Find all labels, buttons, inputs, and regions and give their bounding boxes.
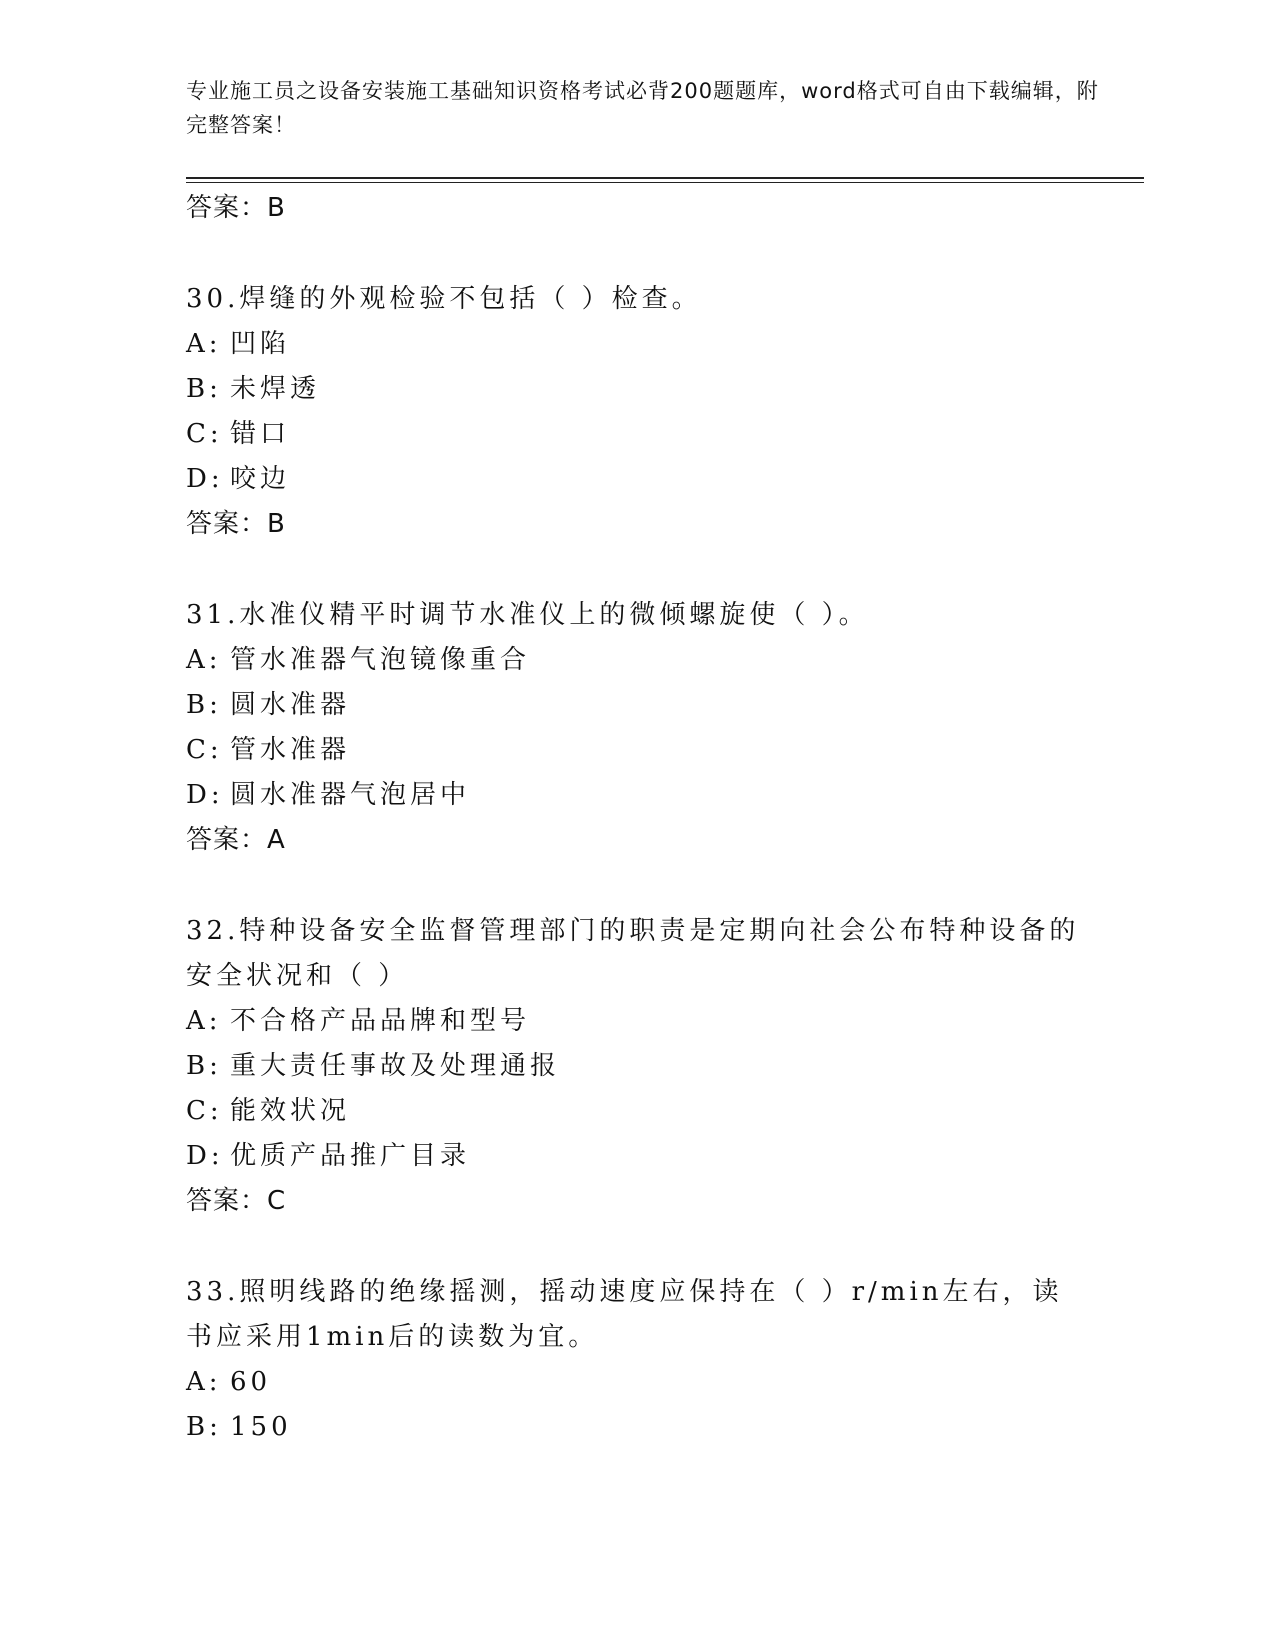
option-text: 凹陷 <box>230 329 291 359</box>
option-text: 优质产品推广目录 <box>230 1141 471 1171</box>
option-text: 错口 <box>230 419 291 449</box>
option-letter: C: <box>186 735 223 765</box>
option-letter: D: <box>186 464 224 494</box>
option-letter: B: <box>186 1412 222 1442</box>
question-31 <box>186 593 1086 863</box>
option-b <box>186 1044 1086 1089</box>
option-letter: D: <box>186 1141 224 1171</box>
option-d <box>186 773 1086 818</box>
option-letter: B: <box>186 374 222 404</box>
option-letter: B: <box>186 690 222 720</box>
option-c <box>186 728 1086 773</box>
option-text: 60 <box>230 1367 272 1397</box>
option-text: 不合格产品品牌和型号 <box>230 1006 531 1036</box>
option-c <box>186 1089 1086 1134</box>
option-text: 圆水准器 <box>230 690 351 720</box>
header-rule <box>186 177 1144 179</box>
option-text: 圆水准器气泡居中 <box>230 780 471 810</box>
option-letter: D: <box>186 780 224 810</box>
question-stem: 30.焊缝的外观检验不包括（ ）检查。 <box>186 284 702 314</box>
option-letter: A: <box>186 329 222 359</box>
option-letter: A: <box>186 1367 222 1397</box>
page-header: 专业施工员之设备安装施工基础知识资格考试必背200题题库，word格式可自由下载编辑，附完整答案！ <box>186 79 1099 137</box>
answer-line: 答案：A <box>186 825 286 855</box>
option-b <box>186 367 1086 412</box>
option-text: 管水准器气泡镜像重合 <box>230 645 531 675</box>
answer-line: 答案：B <box>186 509 286 539</box>
option-letter: C: <box>186 419 223 449</box>
option-a <box>186 322 1086 367</box>
option-text: 管水准器 <box>230 735 351 765</box>
document-body <box>186 186 1086 1450</box>
option-b <box>186 1405 1086 1450</box>
option-text: 能效状况 <box>230 1096 351 1126</box>
question-stem: 33.照明线路的绝缘摇测，摇动速度应保持在（ ）r/min左右，读书应采用1min后的读数为宜。 <box>186 1277 1063 1352</box>
question-32 <box>186 909 1086 1224</box>
header-rule-thin <box>186 182 1144 183</box>
option-b <box>186 683 1086 728</box>
question-stem: 31.水准仪精平时调节水准仪上的微倾螺旋使（ ）。 <box>186 600 869 630</box>
option-d <box>186 1134 1086 1179</box>
option-letter: C: <box>186 1096 223 1126</box>
option-a <box>186 999 1086 1044</box>
option-text: 150 <box>230 1412 292 1442</box>
option-text: 重大责任事故及处理通报 <box>230 1051 561 1081</box>
previous-answer: 答案：B <box>186 193 286 223</box>
option-text: 咬边 <box>230 464 291 494</box>
option-d <box>186 457 1086 502</box>
answer-line: 答案：C <box>186 1186 287 1216</box>
question-stem: 32.特种设备安全监督管理部门的职责是定期向社会公布特种设备的安全状况和（ ） <box>186 916 1080 991</box>
question-30 <box>186 277 1086 547</box>
option-a <box>186 1360 1086 1405</box>
option-letter: A: <box>186 645 222 675</box>
option-c <box>186 412 1086 457</box>
option-letter: A: <box>186 1006 222 1036</box>
question-33 <box>186 1270 1086 1450</box>
option-a <box>186 638 1086 683</box>
option-text: 未焊透 <box>230 374 321 404</box>
option-letter: B: <box>186 1051 222 1081</box>
